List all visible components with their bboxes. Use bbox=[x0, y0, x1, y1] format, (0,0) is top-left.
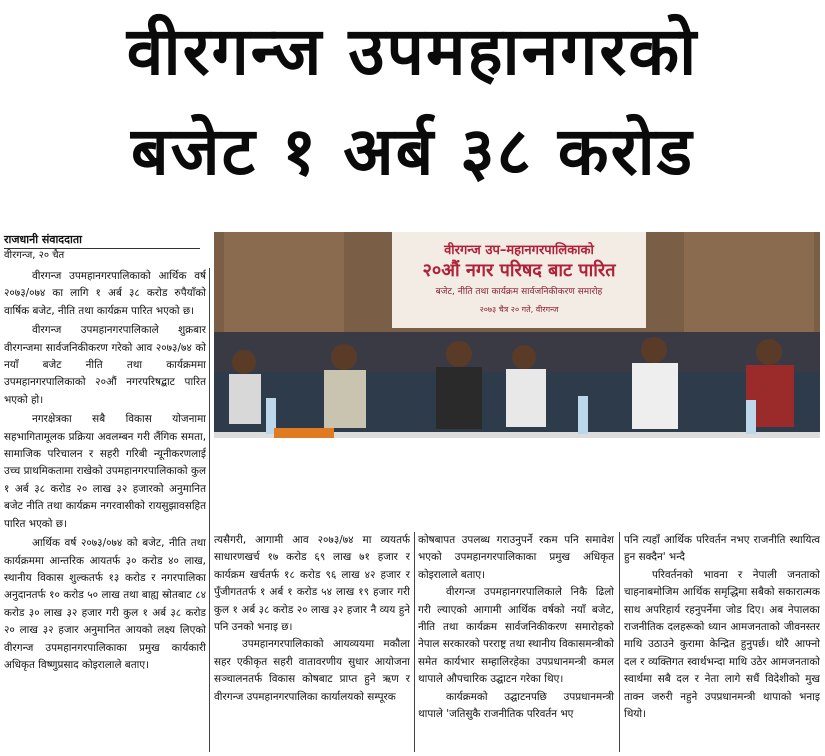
headline-line1: वीरगन्ज उपमहानगरको bbox=[126, 13, 699, 90]
photo-banner-line2: २०औं नगर परिषद बाट पारित bbox=[422, 260, 616, 281]
article-paragraph: परिवर्तनको भावना र नेपाली जनताको चाहनाबमोजिम आर्थिक समृद्धिमा सबैको सकारात्मक साथ अपरिहार्य रहनुपर्नेमा जोड दिए। अब नेपालका राजनीतिक दलहरूको ध्यान आमजनताको जीवनस्तर माथि उठाउने कुरामा केन्द्रित हुनुपर्छ। थोरै आफ्नो दल र व्यक्तिगत स्वार्थभन्दा माथि उठेर आमजनताको स्वार्थमा सबै दल र नेता लागे सधैं विदेशीको मुख ताक्न जरुरी नहुने उपप्रधानमन्त्री थापाको भनाइ थियो। bbox=[624, 568, 820, 721]
photo-person-1 bbox=[232, 350, 256, 374]
article-paragraph: वीरगन्ज उपमहानगरपालिकाले शुक्रबार वीरगन्जमा सार्वजनिकीकरण गरेको आव २०७३/७४ को नयाँ बजेट नीति तथा कार्यक्रममा उपमहानगरपालिकाको २०औं नगरपरिषद्बाट पारित भएको हो। bbox=[4, 324, 206, 406]
article-paragraph: नगरक्षेत्रका सबै विकास योजनामा सहभागितामूलक प्रक्रिया अवलम्बन गरी लैंगिक समता, सामाजिक परिचालन र सहरी गरिबी न्यूनीकरणलाई उच्च प्राथमिकतामा राखेको उपमहानगरपालिकाको कुल १ अर्ब ३८ करोड २० लाख ३२ हजारको अनुमानित बजेट नीति तथा कार्यक्रम नगरवासीको रायसुझावसहित पारित भएको छ। bbox=[4, 413, 206, 530]
photo-person-3-body bbox=[436, 367, 482, 429]
byline-author: राजधानी संवाददाता bbox=[4, 232, 200, 249]
article-paragraph: त्यसैगरी, आगामी आव २०७३/७४ मा व्ययतर्फ साधारणखर्च १७ करोड ६९ लाख ७१ हजार र कार्यक्रम खर्चतर्फ १८ करोड ९६ लाख ४२ हजार र पुँजीगततर्फ १ अर्ब १ करोड ५४ लाख १९ हजार गरी कुल १ अर्ब ३८ करोड २० लाख ३२ हजार नै व्यय हुने पनि उनको भनाइ छ। bbox=[214, 534, 410, 634]
photo-person-4 bbox=[512, 345, 536, 369]
photo-person-2 bbox=[331, 344, 357, 370]
column-divider-2 bbox=[414, 532, 415, 752]
news-photo bbox=[214, 232, 820, 520]
article-paragraph: आर्थिक वर्ष २०७३/०७४ को बजेट, नीति तथा कार्यक्रममा आन्तरिक आयतर्फ ३० करोड ४० लाख, स्थानीय विकास शुल्कतर्फ १३ करोड र नगरपालिका अनुदानतर्फ १० करोड ५० लाख तथा बाह्य स्रोतबाट ८४ करोड ३० लाख ३२ हजार गरी कुल १ अर्ब ३८ करोड २० लाख ३२ हजार अनुमानित आयको लक्ष्य लिएको वीरगन्ज उपमहानगरपालिकाका प्रमुख कार्यकारी अधिकृत विष्णुप्रसाद कोइरालाले बताए। bbox=[4, 537, 206, 671]
article-column-2 bbox=[214, 532, 410, 752]
headline-line2: बजेट १ अर्ब ३८ करोड bbox=[131, 113, 694, 190]
article-paragraph: कोषबापत उपलब्ध गराउनुपर्ने रकम पनि समावेश भएको उपमहानगरपालिकाका प्रमुख अधिकृत कोइरालाले बताए। bbox=[418, 534, 614, 581]
article-paragraph: उपमहानगरपालिकाको आयव्ययमा मकौला सहर एकीकृत सहरी वातावरणीय सुधार आयोजना सञ्चालनतर्फ विकास कोषबाट प्राप्त हुने ऋण र वीरगन्ज उपमहानगरपालिका कार्यालयको सम्पूरक bbox=[214, 638, 410, 703]
article-paragraph: कार्यक्रमको उद्घाटनपछि उपप्रधानमन्त्री थापाले 'जतिसुकै राजनीतिक परिवर्तन भए bbox=[418, 690, 614, 721]
photo-table bbox=[214, 432, 820, 520]
article-column-1 bbox=[4, 268, 206, 752]
column-divider-3 bbox=[619, 532, 620, 752]
photo-person-6 bbox=[756, 339, 782, 365]
photo-banner-line1: वीरगन्ज उप–महानगरपालिकाको bbox=[444, 243, 594, 258]
article-column-4 bbox=[624, 532, 820, 752]
photo-water-bottle-3 bbox=[746, 400, 756, 434]
photo-banner-line4: २०७३ चैत्र २० गते, वीरगन्ज bbox=[479, 305, 559, 314]
photo-person-5 bbox=[641, 337, 667, 363]
photo-person-5-body bbox=[632, 363, 678, 429]
photo-banner-line3: बजेट, नीति तथा कार्यक्रम सार्वजनिकीकरण समारोह bbox=[435, 287, 603, 297]
article-paragraph: वीरगन्ज उपमहानगरपालिकाको आर्थिक वर्ष २०७३/०७४ का लागि १ अर्ब ३८ करोड रुपैयाँको वार्षिक बजेट, नीति तथा कार्यक्रम पारित भएको छ। bbox=[4, 270, 206, 317]
photo-person-4-body bbox=[506, 369, 546, 427]
photo-person-2-body bbox=[324, 370, 366, 428]
photo-person-1-body bbox=[229, 374, 261, 424]
photo-wall-panel-right bbox=[684, 232, 814, 342]
article-column-3 bbox=[418, 532, 614, 752]
photo-person-3 bbox=[446, 341, 472, 367]
article-paragraph: वीरगन्ज उपमहानगरपालिकाले निकै ढिलो गरी ल्याएको आगामी आर्थिक वर्षको नयाँ बजेट, नीति तथा कार्यक्रम सार्वजनिकीकरण समारोहको नेपाल सरकारको परराष्ट्र तथा स्थानीय विकासमन्त्रीको समेत कार्यभार सम्हालिरहेका उपप्रधानमन्त्री कमल थापाले औपचारिक उद्घाटन गरेका थिए। bbox=[418, 586, 614, 686]
byline-place-date: वीरगन्ज, २० चैत bbox=[4, 250, 65, 261]
byline bbox=[4, 232, 200, 263]
article-paragraph: पनि त्यहाँ आर्थिक परिवर्तन नभए राजनीति स्थायित्व हुन सक्दैन' भन्दै bbox=[624, 534, 820, 564]
column-divider-1 bbox=[209, 268, 210, 752]
photo-water-bottle-2 bbox=[578, 396, 588, 434]
photo-flowers bbox=[274, 428, 334, 438]
photo-wall-panel-left bbox=[224, 232, 344, 342]
